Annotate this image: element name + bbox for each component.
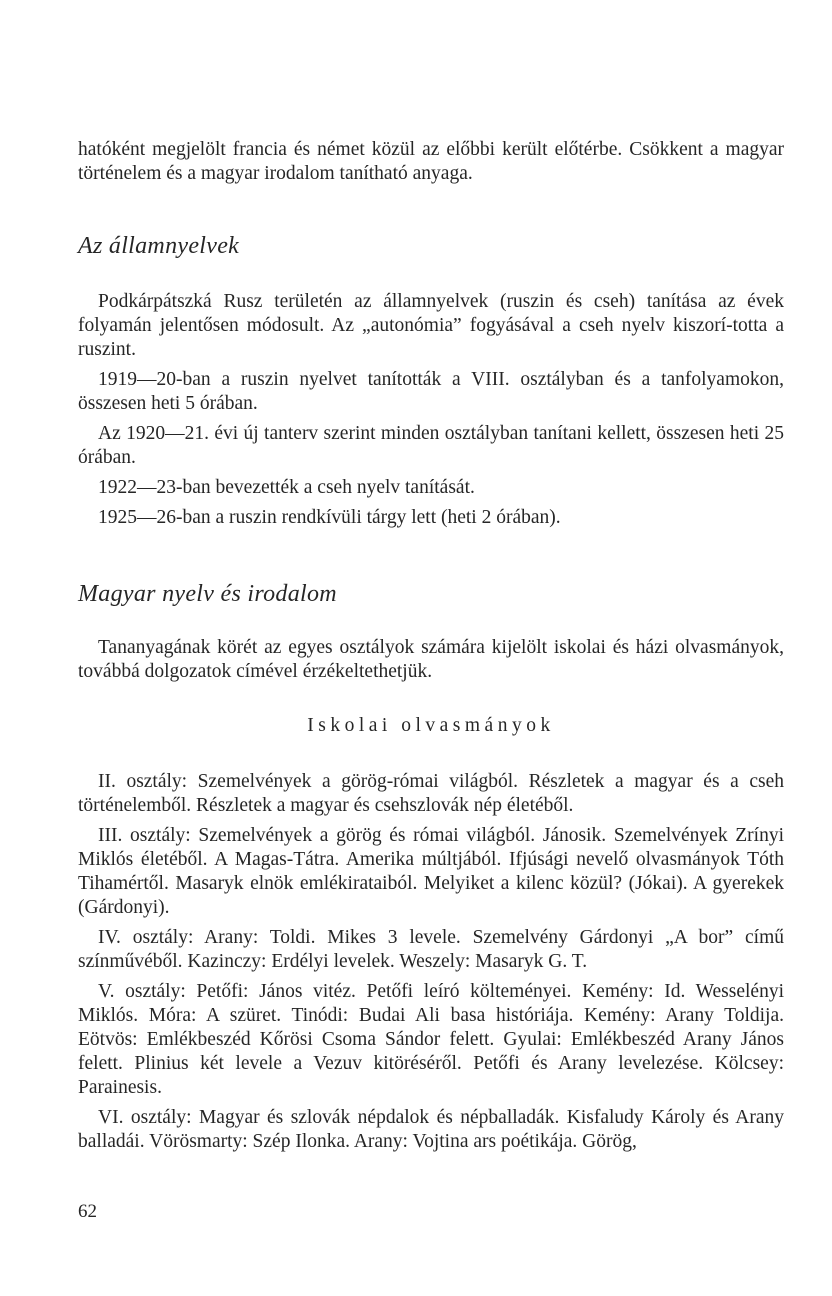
heading-iskolai-olvasmanyok: Iskolai olvasmányok xyxy=(307,715,555,736)
allam-paragraph-4: 1922—23-ban bevezették a cseh nyelv tanítását. xyxy=(98,477,475,498)
allam-paragraph-3: Az 1920—21. évi új tanterv szerint minden osztályban tanítani kellett, összesen heti 25 órában. xyxy=(78,423,784,468)
magyar-paragraph-1: Tananyagának körét az egyes osztályok számára kijelölt iskolai és házi olvasmányok, továbbá dolgozatok címével érzékeltethetjük. xyxy=(78,637,784,682)
allam-paragraph-1: Podkárpátszká Rusz területén az államnyelvek (ruszin és cseh) tanítása az évek folyamán jelentősen módosult. Az „autonómia” fogyásával a cseh nyelv kiszorí-totta a ruszint. xyxy=(78,291,784,360)
page-body xyxy=(78,138,784,1154)
grade-ii-paragraph: II. osztály: Szemelvények a görög-római világból. Részletek a magyar és a cseh történelemből. Részletek a magyar és csehszlovák nép életéből. xyxy=(78,771,784,816)
page-number: 62 xyxy=(78,1201,97,1222)
grade-vi-paragraph: VI. osztály: Magyar és szlovák népdalok és népballadák. Kisfaludy Károly és Arany balladái. Vörösmarty: Szép Ilonka. Arany: Vojtina ars poétikája. Görög, xyxy=(78,1107,784,1152)
grade-v-paragraph: V. osztály: Petőfi: János vitéz. Petőfi leíró költeményei. Kemény: Id. Wesselényi Miklós. Móra: A szüret. Tinódi: Budai Ali basa históriája. Kemény: Arany Toldija. Eötvös: Emlékbeszéd Kőrösi Csoma Sándor felett. Gyulai: Emlékbeszéd Arany János felett. Plinius két levele a Vezuv kitöréséről. Petőfi és Arany levelezése. Kölcsey: Parainesis. xyxy=(78,981,784,1098)
grade-iv-paragraph: IV. osztály: Arany: Toldi. Mikes 3 levele. Szemelvény Gárdonyi „A bor” című színművéből. Kazinczy: Erdélyi levelek. Weszely: Masaryk G. T. xyxy=(78,927,784,972)
allam-paragraph-2: 1919—20-ban a ruszin nyelvet tanították a VIII. osztályban és a tanfolyamokon, összesen heti 5 órában. xyxy=(78,369,784,414)
heading-allamnyelvek: Az államnyelvek xyxy=(78,233,240,259)
allam-paragraph-5: 1925—26-ban a ruszin rendkívüli tárgy lett (heti 2 órában). xyxy=(98,507,561,528)
heading-magyar-nyelv: Magyar nyelv és irodalom xyxy=(78,581,337,607)
grade-iii-paragraph: III. osztály: Szemelvények a görög és római világból. Jánosik. Szemelvények Zrínyi Miklós életéből. A Magas-Tátra. Amerika múltjából. Ifjúsági nevelő olvasmányok Tóth Tihamértől. Masaryk elnök emlékirataiból. Melyiket a kilenc közül? (Jókai). A gyerekek (Gárdonyi). xyxy=(78,825,784,918)
intro-paragraph: hatóként megjelölt francia és német közül az előbbi került előtérbe. Csökkent a magyar történelem és a magyar irodalom tanítható anyaga. xyxy=(78,139,784,184)
